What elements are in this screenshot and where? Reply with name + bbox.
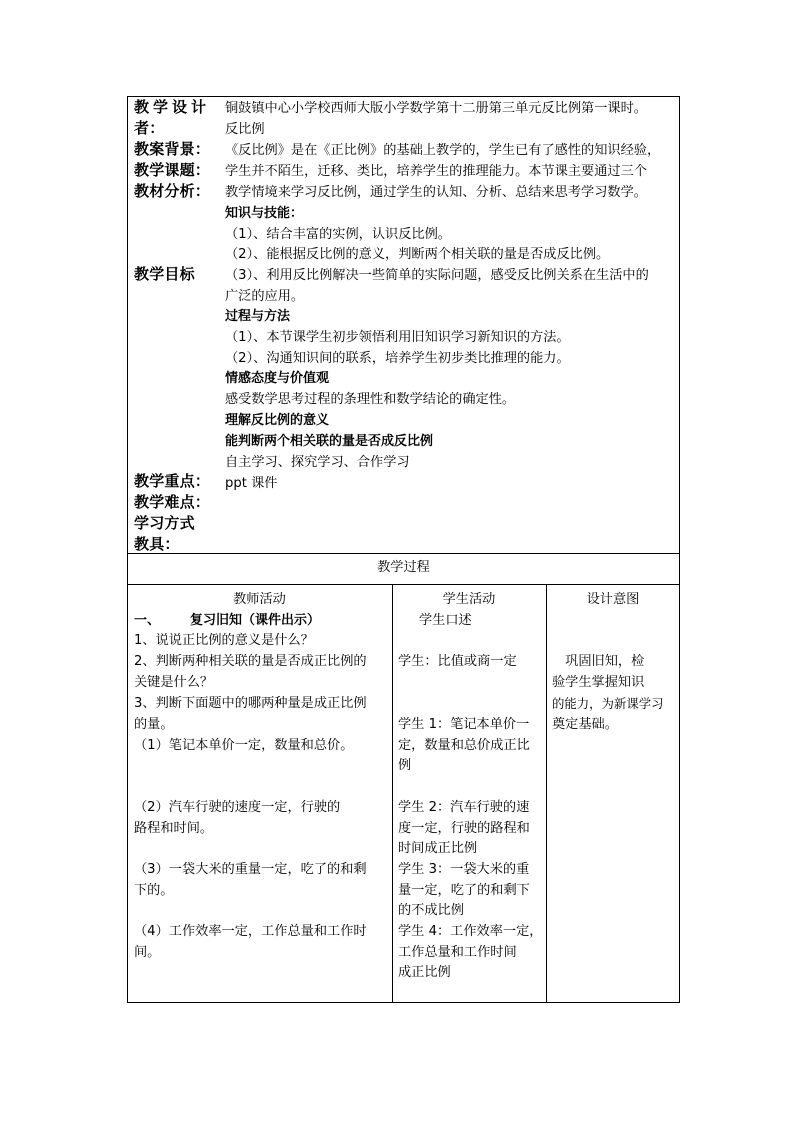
teacher-item-2-line2: 路程和时间。 bbox=[134, 821, 214, 836]
knowledge-title: 知识与技能： bbox=[225, 206, 304, 221]
student-3-line1: 学生 3：一袋大米的重 bbox=[398, 862, 530, 877]
label-designer-line2: 者： bbox=[134, 119, 165, 137]
teacher-item-3-line1: （3）一袋大米的重量一定，吃了的和剩 bbox=[134, 862, 367, 877]
knowledge-item-3a: （3）、利用反比例解决一些简单的实际问题，感受反比例关系在生活中的 bbox=[225, 268, 649, 283]
column-header-intent: 设计意图 bbox=[586, 592, 640, 607]
label-analysis: 教材分析： bbox=[134, 182, 211, 200]
student-1-line3: 例 bbox=[398, 758, 412, 773]
section-1-number: 一、 bbox=[134, 613, 161, 628]
process-title: 过程与方法 bbox=[225, 309, 291, 324]
knowledge-item-2: （2）、能根据反比例的意义，判断两个相关联的量是否成反比例。 bbox=[225, 247, 610, 262]
emotion-item-1: 感受数学思考过程的条理性和数学结论的确定性。 bbox=[225, 392, 516, 407]
student-1-line1: 学生 1：笔记本单价一 bbox=[398, 717, 530, 732]
student-4-line2: 工作总量和工作时间 bbox=[398, 945, 517, 960]
analysis-line-3: 教学情境来学习反比例，通过学生的认知、分析、总结来思考学习数学。 bbox=[225, 185, 647, 200]
label-topic: 教学课题： bbox=[134, 161, 211, 179]
student-3-line3: 的不成比例 bbox=[398, 903, 464, 918]
analysis-line-1: 《反比例》是在《正比例》的基础上教学的，学生已有了感性的知识经验， bbox=[225, 143, 661, 158]
difficulty-text: 能判断两个相关联的量是否成反比例 bbox=[225, 434, 434, 449]
teacher-item-3-line2: 下的。 bbox=[134, 883, 174, 898]
key-point-text: 理解反比例的意义 bbox=[225, 413, 330, 428]
table-divider-columns bbox=[127, 584, 680, 585]
analysis-line-2: 学生并不陌生，迁移、类比，培养学生的推理能力。本节课主要通过三个 bbox=[225, 164, 647, 179]
column-divider-2 bbox=[546, 584, 547, 1003]
teacher-item-2-line1: （2）汽车行驶的速度一定，行驶的 bbox=[134, 800, 341, 815]
teacher-q1: 1、说说正比例的意义是什么？ bbox=[134, 633, 314, 648]
process-item-1: （1）、本节课学生初步领悟利用旧知识学习新知识的方法。 bbox=[225, 330, 570, 345]
student-4-line3: 成正比例 bbox=[398, 965, 451, 980]
student-2-line3: 时间成正比例 bbox=[398, 841, 478, 856]
student-3-line2: 量一定，吃了的和剩下 bbox=[398, 883, 530, 898]
column-header-student: 学生活动 bbox=[442, 592, 496, 607]
teacher-q2-line2: 关键是什么？ bbox=[134, 675, 214, 690]
label-key-points: 教学重点： bbox=[134, 472, 211, 490]
process-item-2: （2）、沟通知识间的联系，培养学生初步类比推理的能力。 bbox=[225, 351, 570, 366]
intent-line-2: 验学生掌握知识 bbox=[552, 675, 645, 690]
student-4-line1: 学生 4：工作效率一定， bbox=[398, 924, 543, 939]
designer-text: 铜鼓镇中心小学校西师大版小学数学第十二册第三单元反比例第一课时。 bbox=[225, 101, 647, 116]
method-text: 自主学习、探究学习、合作学习 bbox=[225, 455, 410, 470]
section-1-title: 复习旧知（课件出示） bbox=[190, 613, 321, 628]
process-header: 教学过程 bbox=[377, 560, 430, 575]
student-2-line1: 学生 2：汽车行驶的速 bbox=[398, 800, 530, 815]
column-divider-1 bbox=[392, 584, 393, 1003]
student-1-line2: 定，数量和总价成正比 bbox=[398, 738, 530, 753]
label-tools: 教具： bbox=[134, 535, 180, 553]
student-oral: 学生口述 bbox=[419, 613, 472, 628]
column-header-teacher: 教师活动 bbox=[233, 592, 286, 607]
student-2-line2: 度一定，行驶的路程和 bbox=[398, 821, 530, 836]
teacher-item-4-line2: 间。 bbox=[134, 945, 161, 960]
teacher-q3-line1: 3、判断下面题中的哪两种量是成正比例 bbox=[134, 696, 367, 711]
knowledge-item-3b: 广泛的应用。 bbox=[225, 289, 305, 304]
label-background: 教案背景： bbox=[134, 140, 211, 158]
teacher-q3-line2: 的量。 bbox=[134, 717, 174, 732]
knowledge-item-1: （1）、结合丰富的实例，认识反比例。 bbox=[225, 227, 451, 242]
label-study-method: 学习方式 bbox=[134, 514, 195, 532]
label-designer-line1: 教学设计 bbox=[134, 98, 211, 116]
teacher-item-1: （1）笔记本单价一定，数量和总价。 bbox=[134, 738, 354, 753]
label-difficulties: 教学难点： bbox=[134, 493, 211, 511]
emotion-title: 情感态度与价值观 bbox=[225, 371, 330, 386]
label-goals: 教学目标 bbox=[134, 265, 195, 283]
intent-line-1: 巩固旧知，检 bbox=[552, 654, 645, 669]
teacher-q2-line1: 2、判断两种相关联的量是否成正比例的 bbox=[134, 654, 367, 669]
student-answer: 学生：比值或商一定 bbox=[398, 654, 517, 669]
intent-line-3: 的能力，为新课学习 bbox=[552, 696, 664, 711]
intent-line-4: 奠定基础。 bbox=[552, 717, 618, 732]
table-divider-process bbox=[127, 553, 680, 554]
topic-text: 反比例 bbox=[225, 122, 265, 137]
tools-text: ppt 课件 bbox=[225, 476, 278, 491]
teacher-item-4-line1: （4）工作效率一定，工作总量和工作时 bbox=[134, 924, 367, 939]
